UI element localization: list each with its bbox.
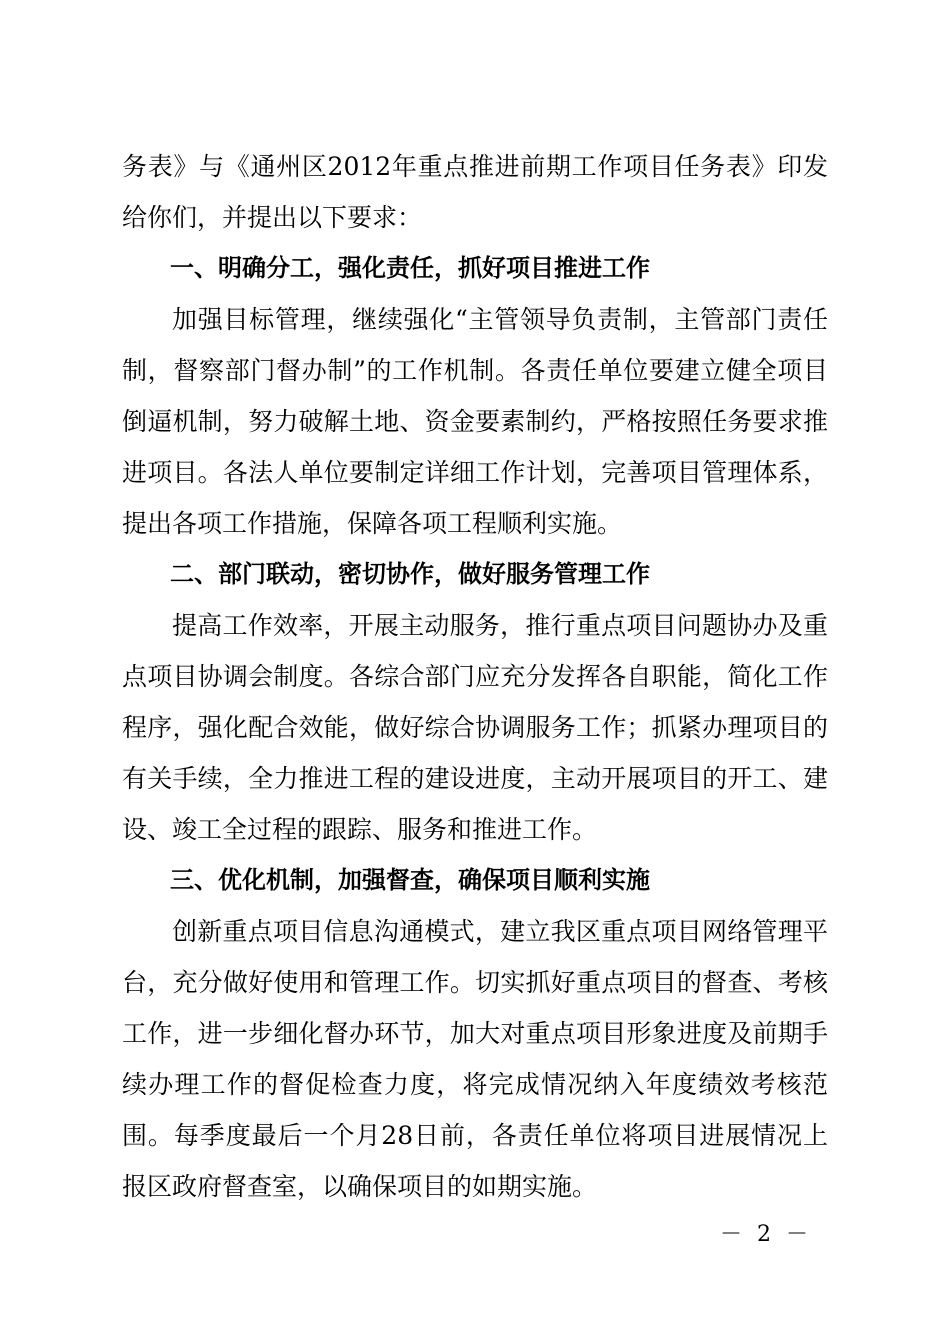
section-heading-2: 二、部门联动，密切协作，做好服务管理工作 xyxy=(170,560,650,588)
page-number: － 2 － xyxy=(720,1222,812,1247)
paragraph-section-3: 创新重点项目信息沟通模式，建立我区重点项目网络管理平台，充分做好使用和管理工作。切实抓好重点项目的督查、考核工作，进一步细化督办环节，加大对重点项目形象进度及前期手续办理工作的督促检查力度，将完成情况纳入年度绩效考核范围。每季度最后一个月28日前，各责任单位将项目进展情况上报区政府督查室，以确保项目的如期实施。 xyxy=(122,917,828,1201)
paragraph-intro: 务表》与《通州区2012年重点推进前期工作项目任务表》印发给你们，并提出以下要求： xyxy=(122,152,828,232)
paragraph-section-2: 提高工作效率，开展主动服务，推行重点项目问题协办及重点项目协调会制度。各综合部门应充分发挥各自职能，简化工作程序，强化配合效能，做好综合协调服务工作；抓紧办理项目的有关手续，全力推进工程的建设进度，主动开展项目的开工、建设、竣工全过程的跟踪、服务和推进工作。 xyxy=(122,611,828,844)
section-heading-3: 三、优化机制，加强督查，确保项目顺利实施 xyxy=(170,866,650,894)
document-body xyxy=(122,141,828,1212)
section-heading-1: 一、明确分工，强化责任，抓好项目推进工作 xyxy=(170,254,650,282)
paragraph-section-1: 加强目标管理，继续强化“主管领导负责制，主管部门责任制，督察部门督办制”的工作机制。各责任单位要建立健全项目倒逼机制，努力破解土地、资金要素制约，严格按照任务要求推进项目。各法人单位要制定详细工作计划，完善项目管理体系，提出各项工作措施，保障各项工程顺利实施。 xyxy=(122,305,828,538)
